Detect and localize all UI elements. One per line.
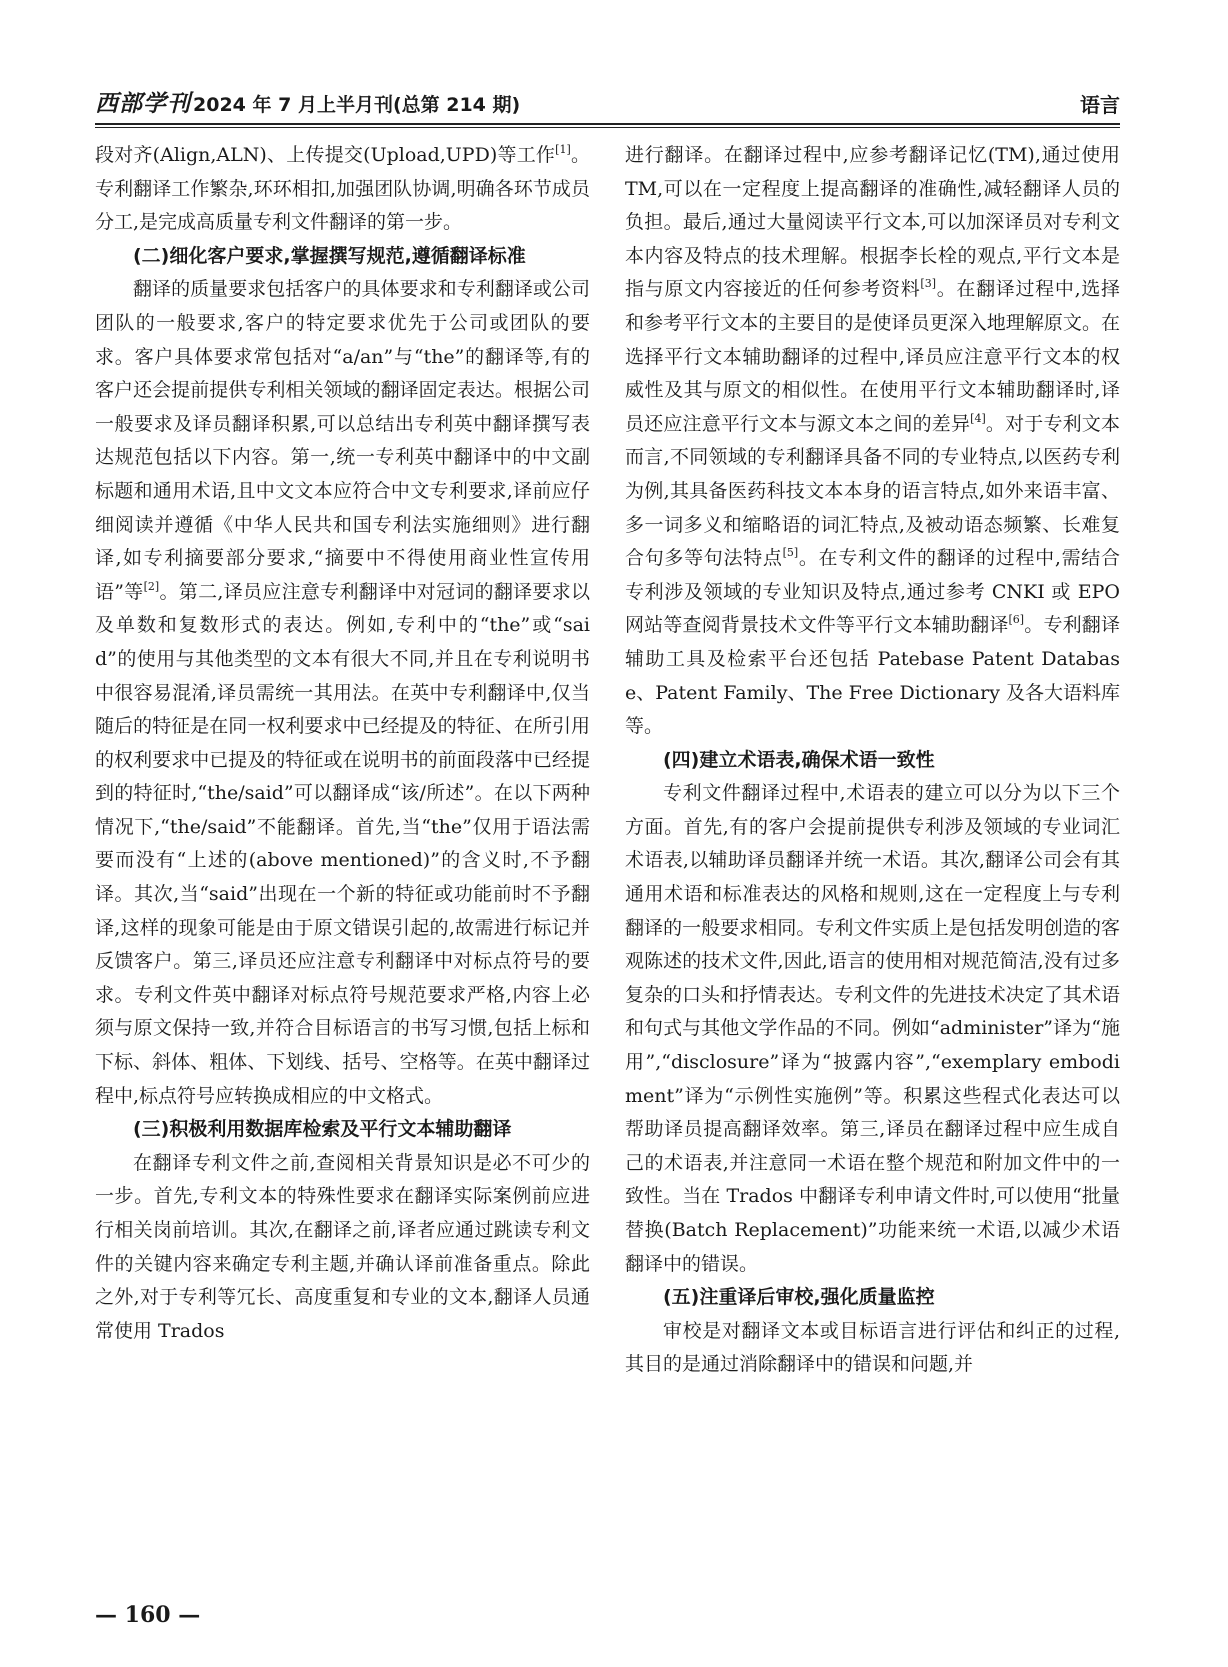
left-column xyxy=(95,139,590,1348)
running-header xyxy=(95,84,1120,118)
right-column xyxy=(625,139,1120,1382)
section-label: 语言 xyxy=(1080,93,1120,117)
section-heading-3: (三)积极利用数据库检索及平行文本辅助翻译 xyxy=(133,1118,512,1141)
citation: [3] xyxy=(920,277,937,291)
section-heading-2: (二)细化客户要求,掌握撰写规范,遵循翻译标准 xyxy=(133,244,526,267)
citation: [6] xyxy=(1008,613,1025,627)
paragraph: 审校是对翻译文本或目标语言进行评估和纠正的过程,其目的是通过消除翻译中的错误和问题,并 xyxy=(625,1319,1120,1376)
journal-logo: 西部学刊 xyxy=(95,90,191,117)
paragraph: 进行翻译。在翻译过程中,应参考翻译记忆(TM),通过使用 TM,可以在一定程度上提高翻译的准确性,减轻翻译人员的负担。最后,通过大量阅读平行文本,可以加深译员对专利文本内容及特点的技术理解。根据李长栓的观点,平行文本是指与原文内容接近的任何参考资料[3]。在翻译过程中,选择和参考平行文本的主要目的是使译员更深入地理解原文。在选择平行文本辅助翻译的过程中,译员应注意平行文本的权威性及其与原文的相似性。在使用平行文本辅助翻译时,译员还应注意平行文本与源文本之间的差异[4]。对于专利文本而言,不同领域的专利翻译具备不同的专业特点,以医药专利为例,其具备医药科技文本本身的语言特点,如外来语丰富、多一词多义和缩略语的词汇特点,及被动语态频繁、长难复合句多等句法特点[5]。在专利文件的翻译的过程中,需结合专利涉及领域的专业知识及特点,通过参考 CNKI 或 EPO 网站等查阅背景技术文件等平行文本辅助翻译[6]。专利翻译辅助工具及检索平台还包括 Patebase Patent Database、Patent Family、The Free Dictionary 及各大语料库等。 xyxy=(625,144,1120,738)
paragraph: 在翻译专利文件之前,查阅相关背景知识是必不可少的一步。首先,专利文本的特殊性要求在翻译实际案例前应进行相关岗前培训。其次,在翻译之前,译者应通过跳读专利文件的关键内容来确定专利主题,并确认译前准备重点。除此之外,对于专利等冗长、高度重复和专业的文本,翻译人员通常使用 Trados xyxy=(95,1151,590,1342)
paragraph: 专利文件翻译过程中,术语表的建立可以分为以下三个方面。首先,有的客户会提前提供专利涉及领域的专业词汇术语表,以辅助译员翻译并统一术语。其次,翻译公司会有其通用术语和标准表达的风格和规则,这在一定程度上与专利翻译的一般要求相同。专利文件实质上是包括发明创造的客观陈述的技术文件,因此,语言的使用相对规范简洁,没有过多复杂的口头和抒情表达。专利文件的先进技术决定了其术语和句式与其他文学作品的不同。例如“administer”译为“施用”,“disclosure”译为“披露内容”,“exemplary embodiment”译为“示例性实施例”等。积累这些程式化表达可以帮助译员提高翻译效率。第三,译员在翻译过程中应生成自己的术语表,并注意同一术语在整个规范和附加文件中的一致性。当在 Trados 中翻译专利申请文件时,可以使用“批量替换(Batch Replacement)”功能来统一术语,以减少术语翻译中的错误。 xyxy=(625,782,1120,1275)
header-rule-thin xyxy=(95,127,1120,128)
masthead xyxy=(95,85,520,118)
citation: [2] xyxy=(143,579,160,593)
page-number: — 160 — xyxy=(95,1602,201,1628)
citation: [1] xyxy=(555,143,571,156)
header-rule xyxy=(95,123,1120,125)
paragraph: 翻译的质量要求包括客户的具体要求和专利翻译或公司团队的一般要求,客户的特定要求优先于公司或团队的要求。客户具体要求常包括对“a/an”与“the”的翻译等,有的客户还会提前提供专利相关领域的翻译固定表达。根据公司一般要求及译员翻译积累,可以总结出专利英中翻译撰写表达规范包括以下内容。第一,统一专利英中翻译中的中文副标题和通用术语,且中文文本应符合中文专利要求,译前应仔细阅读并遵循《中华人民共和国专利法实施细则》进行翻译,如专利摘要部分要求,“摘要中不得使用商业性宣传用语”等[2]。第二,译员应注意专利翻译中对冠词的翻译要求以及单数和复数形式的表达。例如,专利中的“the”或“said”的使用与其他类型的文本有很大不同,并且在专利说明书中很容易混淆,译员需统一其用法。在英中专利翻译中,仅当随后的特征是在同一权利要求中已经提及的特征、在所引用的权利要求中已提及的特征或在说明书的前面段落中已经提到的特征时,“the/said”可以翻译成“该/所述”。在以下两种情况下,“the/said”不能翻译。首先,当“the”仅用于语法需要而没有“上述的(above mentioned)”的含义时,不予翻译。其次,当“said”出现在一个新的特征或功能前时不予翻译,这样的现象可能是由于原文错误引起的,故需进行标记并反馈客户。第三,译员还应注意专利翻译中对标点符号的要求。专利文件英中翻译对标点符号规范要求严格,内容上必须与原文保持一致,并符合目标语言的书写习惯,包括上标和下标、斜体、粗体、下划线、括号、空格等。在英中翻译过程中,标点符号应转换成相应的中文格式。 xyxy=(95,278,591,1107)
issue-info: 2024 年 7 月上半月刊(总第 214 期) xyxy=(193,94,521,116)
citation: [5] xyxy=(782,546,799,560)
section-heading-4: (四)建立术语表,确保术语一致性 xyxy=(663,748,935,771)
section-heading-5: (五)注重译后审校,强化质量监控 xyxy=(663,1286,935,1309)
citation: [4] xyxy=(970,411,986,425)
paragraph: 段对齐(Align,ALN)、上传提交(Upload,UPD)等工作[1]。专利翻译工作繁杂,环环相扣,加强团队协调,明确各环节成员分工,是完成高质量专利文件翻译的第一步。 xyxy=(95,143,590,234)
